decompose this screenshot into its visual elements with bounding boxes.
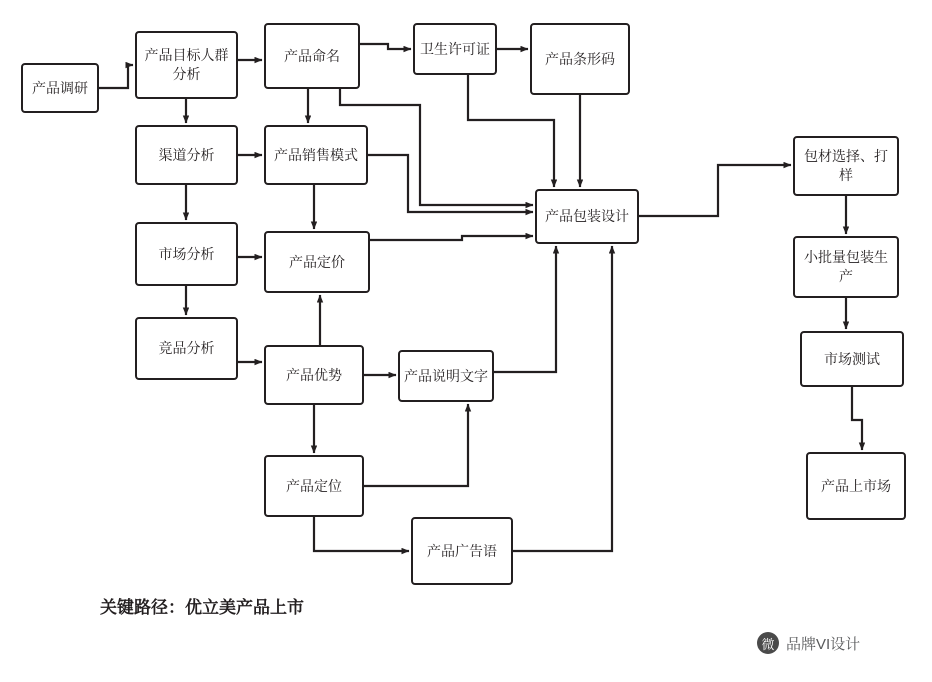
node-market-test[interactable] (800, 331, 904, 387)
node-label: 产品包装设计 (545, 208, 629, 225)
edge-n15-n16 (639, 165, 791, 216)
node-label: 产品广告语 (427, 542, 497, 559)
node-product-barcode[interactable] (530, 23, 630, 95)
node-product-pricing[interactable] (264, 231, 370, 293)
watermark-label: 品牌VI设计 (786, 635, 861, 653)
watermark (757, 632, 860, 654)
node-label: 产品调研 (32, 79, 88, 96)
edge-n13-n14 (314, 517, 409, 551)
edge-n3-n4 (360, 44, 411, 49)
node-label: 产品优势 (286, 366, 342, 383)
edge-n7-n15 (368, 155, 533, 212)
node-material-selection-sampling[interactable] (793, 136, 899, 196)
diagram-caption: 关键路径：优立美产品上市 (100, 598, 304, 617)
node-product-naming[interactable] (264, 23, 360, 89)
edge-n1-n2 (99, 65, 133, 88)
node-label: 市场测试 (824, 350, 880, 367)
edge-n3-n15 (340, 89, 533, 205)
node-label: 产品定位 (286, 477, 342, 494)
node-target-audience-analysis[interactable] (135, 31, 238, 99)
node-package-design[interactable] (535, 189, 639, 244)
edge-n14-n15 (513, 246, 612, 551)
node-label: 竞品分析 (158, 340, 215, 357)
edge-n9-n15 (370, 236, 533, 240)
edge-n13-n12 (364, 404, 468, 486)
node-label: 产品命名 (284, 47, 340, 64)
node-label: 卫生许可证 (420, 40, 490, 57)
node-product-description-text[interactable] (398, 350, 494, 402)
node-label: 包材选择、打样 (804, 148, 888, 183)
node-label: 产品上市场 (821, 477, 891, 494)
node-label: 产品定价 (289, 253, 345, 270)
node-hygiene-license[interactable] (413, 23, 497, 75)
node-channel-analysis[interactable] (135, 125, 238, 185)
edge-n12-n15 (494, 246, 556, 372)
edge-n18-n19 (852, 387, 862, 450)
node-product-slogan[interactable] (411, 517, 513, 585)
node-product-research[interactable] (21, 63, 99, 113)
wechat-icon: 微 (757, 632, 779, 654)
node-label: 产品说明文字 (404, 367, 488, 384)
node-label: 市场分析 (158, 245, 215, 262)
node-product-launch[interactable] (806, 452, 906, 520)
node-product-positioning[interactable] (264, 455, 364, 517)
node-sales-model[interactable] (264, 125, 368, 185)
node-market-analysis[interactable] (135, 222, 238, 286)
node-label: 渠道分析 (158, 146, 215, 163)
node-label: 产品销售模式 (274, 146, 358, 163)
node-label: 产品条形码 (545, 50, 615, 67)
node-label: 小批量包装生产 (804, 249, 888, 284)
node-competitor-analysis[interactable] (135, 317, 238, 380)
node-product-advantage[interactable] (264, 345, 364, 405)
node-small-batch-production[interactable] (793, 236, 899, 298)
node-label: 产品目标人群分析 (144, 47, 229, 82)
